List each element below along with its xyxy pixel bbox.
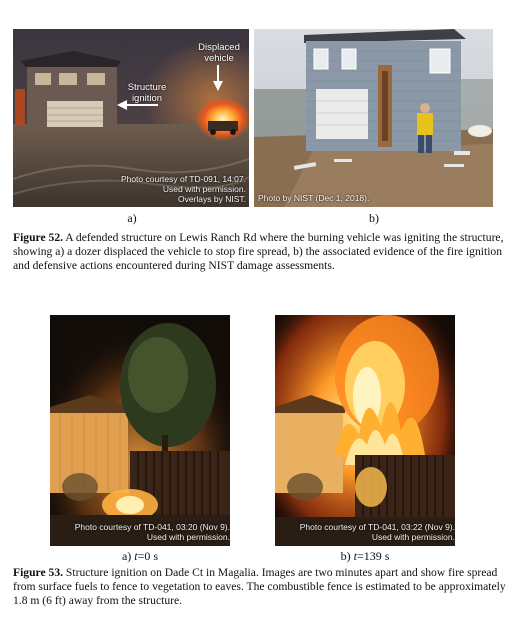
figure-53a-credit: Photo courtesy of TD-041, 03:20 (Nov 9). Used with permission. (74, 522, 230, 542)
figure-52-caption-text: A defended structure on Lewis Ranch Rd where the burning vehicle was igniting the structure, showing a) a dozer displaced the vehicle to stop fire spread, b) the associated evidence of the fire ignition and defensive actions encountered during NIST damage assessments. (13, 231, 504, 273)
figure-53a-photo (50, 315, 230, 546)
figure-52a-sublabel: a) (127, 211, 137, 225)
label-displaced-vehicle: Displaced vehicle (198, 42, 240, 64)
figure-52a-credit: Photo courtesy of TD-091, 14:07. Used with permission. Overlays by NIST. (120, 174, 246, 204)
daytime-house-inspection-image (254, 29, 493, 207)
fence-fire-t139-image (275, 315, 455, 546)
figure-53a-sublabel: a) t=0 s (121, 549, 159, 563)
figure-52b-sublabel: b) (369, 211, 379, 225)
figure-52b-photo (254, 29, 493, 207)
figure-53b-photo (275, 315, 455, 546)
figure-53b-credit: Photo courtesy of TD-041, 03:22 (Nov 9). Used with permission. (299, 522, 455, 542)
figure-53b-sublabel: b) t=139 s (340, 549, 390, 563)
label-structure-ignition: Structure ignition (127, 82, 167, 104)
figure-53-caption (13, 566, 509, 609)
figure-52-caption-label: Figure 52. (13, 231, 64, 244)
fence-fire-t0-image (50, 315, 230, 546)
figure-53-caption-label: Figure 53. (13, 566, 64, 579)
figure-52-caption (13, 231, 509, 274)
figure-53-caption-text: Structure ignition on Dade Ct in Magalia. Images are two minutes apart and show fire spread from surface fuels to fence to vegetation to eaves. The combustible fence is estimated to be approximately 1.8 m (6 ft) away from the structure. (13, 566, 506, 608)
figure-52b-credit: Photo by NIST (Dec 1, 2018). (258, 193, 370, 203)
